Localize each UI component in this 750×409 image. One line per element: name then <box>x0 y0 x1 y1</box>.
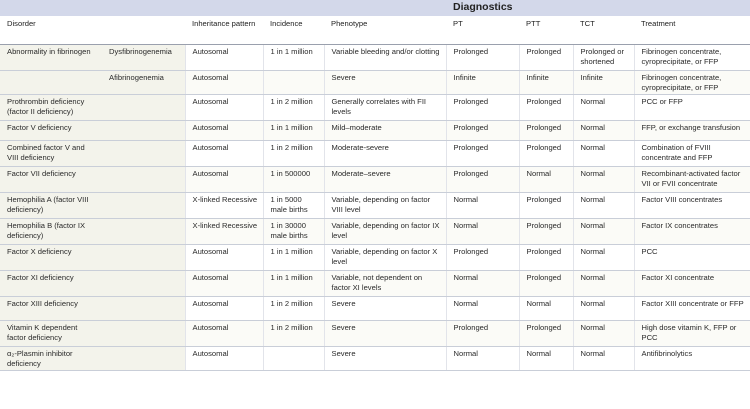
disorder-cell: Hemophilia B (factor IX deficiency) <box>0 219 102 245</box>
incidence-cell: 1 in 1 million <box>263 271 324 297</box>
phenotype-cell: Severe <box>324 321 446 347</box>
ptt-cell: Prolonged <box>519 271 573 297</box>
disorder-cell: Factor VII deficiency <box>0 167 102 193</box>
subtype-cell <box>102 141 185 167</box>
treatment-cell: Fibrinogen concentrate, cyroprecipitate, or FFP <box>634 71 750 95</box>
phenotype-cell: Variable, depending on factor X level <box>324 245 446 271</box>
treatment-cell: Fibrinogen concentrate, cyroprecipitate, or FFP <box>634 45 750 71</box>
pt-cell: Prolonged <box>446 167 519 193</box>
disorder-cell: Hemophilia A (factor VIII deficiency) <box>0 193 102 219</box>
phenotype-cell: Severe <box>324 347 446 371</box>
incidence-cell: 1 in 1 million <box>263 245 324 271</box>
table-row <box>0 271 750 297</box>
phenotype-cell: Moderate-severe <box>324 141 446 167</box>
table-row <box>0 71 750 95</box>
disorder-cell: Factor X deficiency <box>0 245 102 271</box>
inheritance-cell: Autosomal <box>185 245 263 271</box>
disorder-cell: Vitamin K dependent factor deficiency <box>0 321 102 347</box>
table-row <box>0 219 750 245</box>
treatment-cell: FFP, or exchange transfusion <box>634 121 750 141</box>
table-row <box>0 321 750 347</box>
col-tct-header: TCT <box>573 16 634 45</box>
ptt-cell: Prolonged <box>519 219 573 245</box>
pt-cell: Prolonged <box>446 321 519 347</box>
phenotype-cell: Generally correlates with FII levels <box>324 95 446 121</box>
inheritance-cell: Autosomal <box>185 71 263 95</box>
inheritance-cell: Autosomal <box>185 271 263 297</box>
ptt-cell: Prolonged <box>519 141 573 167</box>
treatment-cell: Factor VIII concentrates <box>634 193 750 219</box>
table-row <box>0 121 750 141</box>
diagnostics-band <box>0 0 750 16</box>
inheritance-cell: Autosomal <box>185 45 263 71</box>
table-row <box>0 167 750 193</box>
subtype-cell <box>102 347 185 371</box>
phenotype-cell: Variable, not dependent on factor XI levels <box>324 271 446 297</box>
table-body <box>0 45 750 371</box>
col-ptt-header: PTT <box>519 16 573 45</box>
disorder-cell: Prothrombin deficiency (factor II deficiency) <box>0 95 102 121</box>
inheritance-cell: X-linked Recessive <box>185 193 263 219</box>
pt-cell: Prolonged <box>446 245 519 271</box>
phenotype-cell: Moderate–severe <box>324 167 446 193</box>
ptt-cell: Prolonged <box>519 245 573 271</box>
pt-cell: Normal <box>446 297 519 321</box>
phenotype-cell: Variable bleeding and/or clotting <box>324 45 446 71</box>
subtype-cell <box>102 121 185 141</box>
tct-cell: Normal <box>573 321 634 347</box>
inheritance-cell: X-linked Recessive <box>185 219 263 245</box>
ptt-cell: Prolonged <box>519 193 573 219</box>
inheritance-cell: Autosomal <box>185 141 263 167</box>
subtype-cell <box>102 167 185 193</box>
pt-cell: Normal <box>446 193 519 219</box>
table-row <box>0 141 750 167</box>
tct-cell: Normal <box>573 95 634 121</box>
tct-cell: Normal <box>573 193 634 219</box>
incidence-cell: 1 in 1 million <box>263 45 324 71</box>
ptt-cell: Prolonged <box>519 121 573 141</box>
treatment-cell: Factor XIII concentrate or FFP <box>634 297 750 321</box>
disorder-cell: Factor V deficiency <box>0 121 102 141</box>
tct-cell: Normal <box>573 297 634 321</box>
col-disorder-header: Disorder <box>0 16 102 45</box>
table-row <box>0 95 750 121</box>
diagnostics-heading: Diagnostics <box>446 0 750 16</box>
incidence-cell: 1 in 2 million <box>263 95 324 121</box>
tct-cell: Infinite <box>573 71 634 95</box>
disorder-cell: Combined factor V and VIII deficiency <box>0 141 102 167</box>
disorder-cell: Factor XIII deficiency <box>0 297 102 321</box>
treatment-cell: Antifibrinolytics <box>634 347 750 371</box>
table-row <box>0 297 750 321</box>
incidence-cell: 1 in 2 million <box>263 321 324 347</box>
pt-cell: Normal <box>446 347 519 371</box>
phenotype-cell: Mild–moderate <box>324 121 446 141</box>
treatment-cell: High dose vitamin K, FFP or PCC <box>634 321 750 347</box>
disorder-cell <box>0 71 102 95</box>
ptt-cell: Prolonged <box>519 45 573 71</box>
disorder-cell: α₂-Plasmin inhibitor deficiency <box>0 347 102 371</box>
col-incidence-header: Incidence <box>263 16 324 45</box>
tct-cell: Normal <box>573 271 634 297</box>
col-subtype-header <box>102 16 185 45</box>
tct-cell: Normal <box>573 121 634 141</box>
treatment-cell: PCC or FFP <box>634 95 750 121</box>
ptt-cell: Normal <box>519 347 573 371</box>
inheritance-cell: Autosomal <box>185 121 263 141</box>
col-phenotype-header: Phenotype <box>324 16 446 45</box>
treatment-cell: Combination of FVIII concentrate and FFP <box>634 141 750 167</box>
treatment-cell: Factor XI concentrate <box>634 271 750 297</box>
incidence-cell: 1 in 2 million <box>263 297 324 321</box>
tct-cell: Normal <box>573 347 634 371</box>
table-row <box>0 193 750 219</box>
column-header-row <box>0 16 750 45</box>
band-spacer <box>0 0 446 16</box>
subtype-cell: Afibrinogenemia <box>102 71 185 95</box>
pt-cell: Prolonged <box>446 95 519 121</box>
col-inheritance-header: Inheritance pattern <box>185 16 263 45</box>
table-row <box>0 45 750 71</box>
phenotype-cell: Severe <box>324 297 446 321</box>
tct-cell: Prolonged or shortened <box>573 45 634 71</box>
incidence-cell: 1 in 1 million <box>263 121 324 141</box>
pt-cell: Normal <box>446 219 519 245</box>
table-row <box>0 347 750 371</box>
table-row <box>0 245 750 271</box>
subtype-cell <box>102 245 185 271</box>
treatment-cell: PCC <box>634 245 750 271</box>
pt-cell: Normal <box>446 271 519 297</box>
tct-cell: Normal <box>573 219 634 245</box>
col-treatment-header: Treatment <box>634 16 750 45</box>
subtype-cell <box>102 95 185 121</box>
tct-cell: Normal <box>573 167 634 193</box>
inheritance-cell: Autosomal <box>185 95 263 121</box>
subtype-cell <box>102 193 185 219</box>
incidence-cell: 1 in 2 million <box>263 141 324 167</box>
col-pt-header: PT <box>446 16 519 45</box>
pt-cell: Prolonged <box>446 141 519 167</box>
pt-cell: Prolonged <box>446 45 519 71</box>
pt-cell: Infinite <box>446 71 519 95</box>
incidence-cell: 1 in 500000 <box>263 167 324 193</box>
inheritance-cell: Autosomal <box>185 347 263 371</box>
phenotype-cell: Variable, depending on factor VIII level <box>324 193 446 219</box>
inheritance-cell: Autosomal <box>185 167 263 193</box>
subtype-cell <box>102 321 185 347</box>
treatment-cell: Factor IX concentrates <box>634 219 750 245</box>
phenotype-cell: Variable, depending on factor IX level <box>324 219 446 245</box>
ptt-cell: Prolonged <box>519 321 573 347</box>
phenotype-cell: Severe <box>324 71 446 95</box>
disorder-cell: Abnormality in fibrinogen <box>0 45 102 71</box>
treatment-cell: Recombinant-activated factor VII or FVII concentrate <box>634 167 750 193</box>
subtype-cell <box>102 271 185 297</box>
incidence-cell <box>263 347 324 371</box>
incidence-cell: 1 in 30000 male births <box>263 219 324 245</box>
subtype-cell <box>102 297 185 321</box>
inheritance-cell: Autosomal <box>185 321 263 347</box>
tct-cell: Normal <box>573 141 634 167</box>
ptt-cell: Normal <box>519 297 573 321</box>
inheritance-cell: Autosomal <box>185 297 263 321</box>
subtype-cell <box>102 219 185 245</box>
disorder-cell: Factor XI deficiency <box>0 271 102 297</box>
ptt-cell: Infinite <box>519 71 573 95</box>
incidence-cell <box>263 71 324 95</box>
incidence-cell: 1 in 5000 male births <box>263 193 324 219</box>
pt-cell: Prolonged <box>446 121 519 141</box>
subtype-cell: Dysfibrinogenemia <box>102 45 185 71</box>
ptt-cell: Normal <box>519 167 573 193</box>
ptt-cell: Prolonged <box>519 95 573 121</box>
tct-cell: Normal <box>573 245 634 271</box>
